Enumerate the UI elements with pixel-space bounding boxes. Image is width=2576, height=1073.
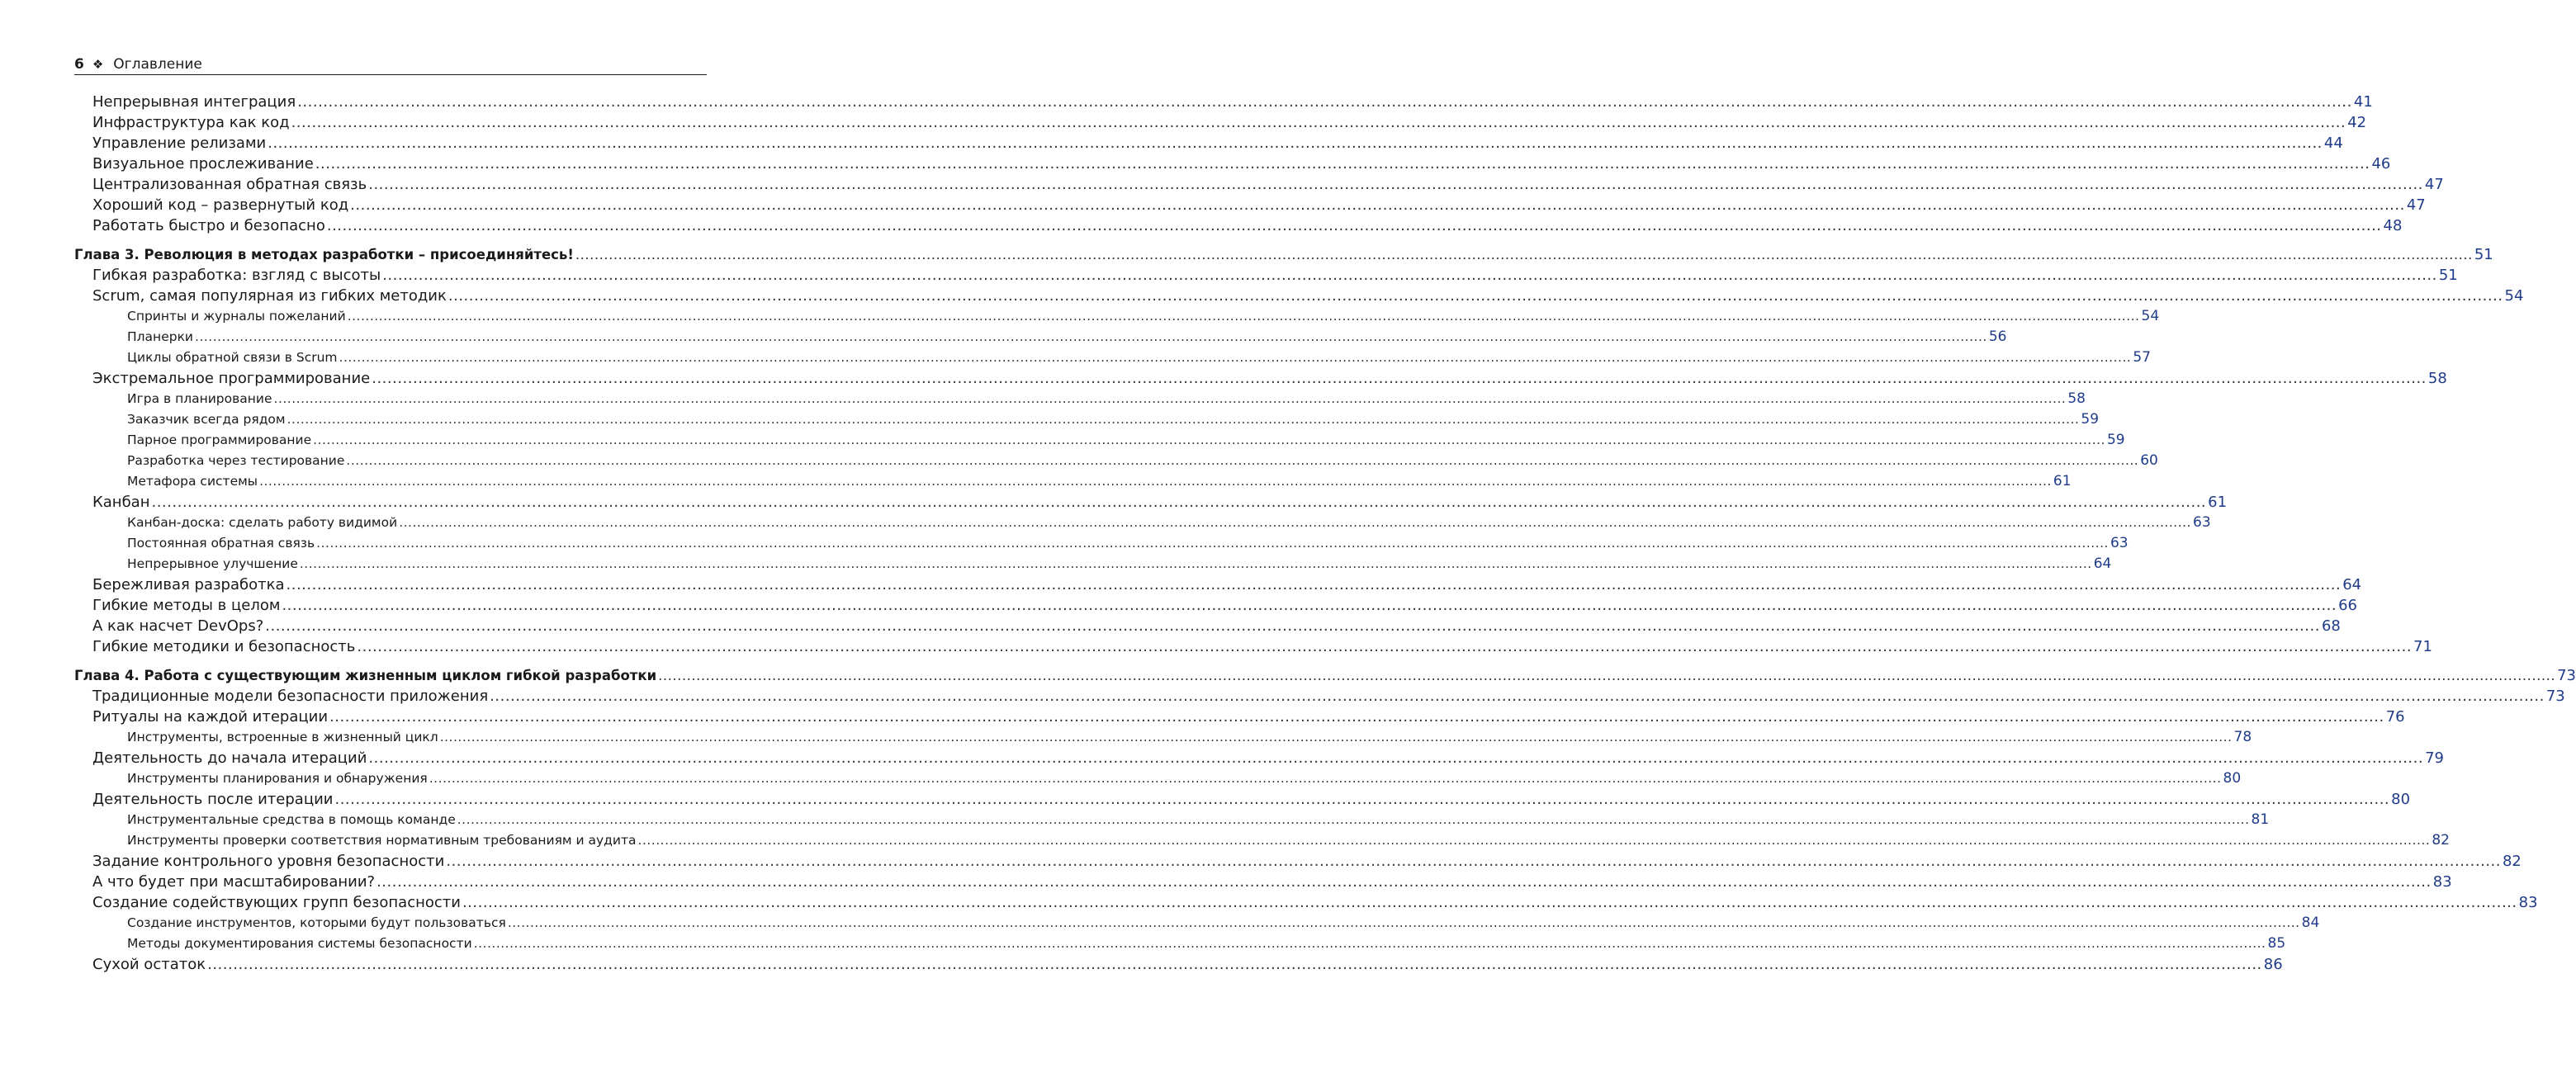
- toc-entry-title: Экстремальное программирование: [92, 370, 371, 387]
- toc-page-number[interactable]: 83: [2432, 873, 2452, 891]
- dot-leader: ................................................................................................................................................................................................................................................................................................................................................................................................................: [268, 135, 2323, 152]
- toc-page-number[interactable]: 86: [2263, 956, 2283, 973]
- toc-section[interactable]: [74, 114, 2367, 135]
- dot-leader: ................................................................................................................................................................................................................................................................................................................................................................................................................: [350, 196, 2405, 214]
- dot-leader: ................................................................................................................................................................................................................................................................................................................................................................................................................: [429, 771, 2222, 786]
- dot-leader: ................................................................................................................................................................................................................................................................................................................................................................................................................: [376, 873, 2432, 891]
- toc-page-number[interactable]: 47: [2406, 196, 2426, 214]
- dot-leader: ................................................................................................................................................................................................................................................................................................................................................................................................................: [207, 956, 2262, 973]
- toc-entry-title: Заказчик всегда рядом: [127, 412, 286, 427]
- toc-subsection[interactable]: [74, 452, 2158, 473]
- toc-entry-title: Работать быстро и безопасно: [92, 217, 325, 234]
- toc-page-number[interactable]: 58: [2427, 370, 2447, 387]
- dot-leader: ................................................................................................................................................................................................................................................................................................................................................................................................................: [346, 453, 2139, 468]
- toc-page-number[interactable]: 81: [2251, 811, 2270, 828]
- toc-subsection[interactable]: [74, 832, 2450, 853]
- toc-entry-title: Канбан: [92, 494, 150, 511]
- toc-section[interactable]: [74, 688, 2565, 708]
- toc-section[interactable]: [74, 749, 2444, 770]
- page-number: 6: [74, 56, 84, 73]
- toc-page-number[interactable]: 63: [2193, 514, 2211, 531]
- toc-subsection[interactable]: [74, 555, 2112, 576]
- toc-page-number[interactable]: 66: [2338, 597, 2358, 614]
- toc-entry-title: Деятельность после итерации: [92, 791, 334, 808]
- toc-chapter[interactable]: [74, 663, 2576, 688]
- toc-section[interactable]: [74, 196, 2426, 217]
- toc-entry-title: Деятельность до начала итераций: [92, 749, 367, 767]
- toc-entry-title: Scrum, самая популярная из гибких методик: [92, 287, 447, 305]
- toc-page-number[interactable]: 82: [2432, 832, 2450, 848]
- dot-leader: ................................................................................................................................................................................................................................................................................................................................................................................................................: [575, 246, 2473, 262]
- toc-page-number[interactable]: 64: [2093, 555, 2112, 572]
- toc-page-number[interactable]: 85: [2267, 935, 2286, 952]
- toc-entry-title: Непрерывная интеграция: [92, 93, 296, 111]
- dot-leader: ................................................................................................................................................................................................................................................................................................................................................................................................................: [368, 749, 2424, 767]
- toc-chapter[interactable]: [74, 242, 2493, 267]
- toc-section[interactable]: [74, 135, 2343, 155]
- toc-entry-title: Гибкие методики и безопасность: [92, 638, 356, 655]
- dot-leader: ................................................................................................................................................................................................................................................................................................................................................................................................................: [382, 267, 2437, 284]
- toc-entry-title: Визуальное прослеживание: [92, 155, 314, 173]
- toc-section[interactable]: [74, 370, 2447, 390]
- dot-leader: ................................................................................................................................................................................................................................................................................................................................................................................................................: [339, 350, 2132, 365]
- table-of-contents: [74, 93, 2576, 976]
- toc-entry-title: Методы документирования системы безопасности: [127, 936, 472, 951]
- toc-page-number[interactable]: 76: [2385, 708, 2405, 726]
- toc-section[interactable]: [74, 267, 2458, 287]
- dot-leader: ................................................................................................................................................................................................................................................................................................................................................................................................................: [457, 812, 2250, 827]
- toc-page-number[interactable]: 61: [2208, 494, 2228, 511]
- dot-leader: ................................................................................................................................................................................................................................................................................................................................................................................................................: [313, 433, 2105, 447]
- toc-entry-title: Бережливая разработка: [92, 576, 285, 593]
- dot-leader: ................................................................................................................................................................................................................................................................................................................................................................................................................: [259, 474, 2052, 489]
- ornament-icon: ❖: [92, 57, 104, 72]
- toc-page-number[interactable]: 63: [2110, 535, 2129, 551]
- toc-page-number[interactable]: 54: [2141, 308, 2160, 324]
- toc-entry-title: Глава 3. Революция в методах разработки – присоединяйтесь!: [74, 246, 574, 262]
- toc-page-number[interactable]: 64: [2342, 576, 2362, 593]
- dot-leader: ................................................................................................................................................................................................................................................................................................................................................................................................................: [282, 597, 2337, 614]
- toc-entry-title: Инструменты, встроенные в жизненный цикл: [127, 730, 438, 744]
- toc-subsection[interactable]: [74, 514, 2211, 535]
- dot-leader: ................................................................................................................................................................................................................................................................................................................................................................................................................: [357, 638, 2413, 655]
- toc-page-number[interactable]: 61: [2053, 473, 2072, 489]
- dot-leader: ................................................................................................................................................................................................................................................................................................................................................................................................................: [195, 329, 1987, 344]
- toc-page-number[interactable]: 59: [2081, 411, 2100, 428]
- toc-section[interactable]: [74, 217, 2403, 238]
- toc-page-number[interactable]: 84: [2301, 915, 2320, 931]
- toc-entry-title: Гибкая разработка: взгляд с высоты: [92, 267, 381, 284]
- toc-entry-title: Постоянная обратная связь: [127, 536, 315, 551]
- toc-subsection[interactable]: [74, 432, 2125, 452]
- dot-leader: ................................................................................................................................................................................................................................................................................................................................................................................................................: [399, 515, 2191, 530]
- dot-leader: ................................................................................................................................................................................................................................................................................................................................................................................................................: [286, 412, 2080, 427]
- toc-section[interactable]: [74, 155, 2391, 176]
- dot-leader: ................................................................................................................................................................................................................................................................................................................................................................................................................: [291, 114, 2346, 131]
- toc-entry-title: Сухой остаток: [92, 956, 206, 973]
- toc-page-number[interactable]: 51: [2438, 267, 2458, 284]
- toc-page-number[interactable]: 79: [2425, 749, 2444, 767]
- toc-page-number[interactable]: 60: [2140, 452, 2158, 469]
- dot-leader: ................................................................................................................................................................................................................................................................................................................................................................................................................: [273, 391, 2067, 406]
- toc-entry-title: Централизованная обратная связь: [92, 176, 367, 193]
- toc-section[interactable]: [74, 853, 2522, 873]
- toc-page-number[interactable]: 51: [2474, 245, 2493, 263]
- toc-entry-title: Метафора системы: [127, 474, 258, 489]
- toc-page-number[interactable]: 68: [2321, 617, 2341, 635]
- dot-leader: ................................................................................................................................................................................................................................................................................................................................................................................................................: [299, 556, 2092, 571]
- toc-entry-title: Создание содействующих групп безопасности: [92, 894, 461, 911]
- toc-section[interactable]: [74, 597, 2358, 617]
- toc-entry-title: Хороший код – развернутый код: [92, 196, 349, 214]
- dot-leader: ................................................................................................................................................................................................................................................................................................................................................................................................................: [297, 93, 2352, 111]
- toc-subsection[interactable]: [74, 390, 2086, 411]
- toc-page-number[interactable]: 78: [2233, 729, 2252, 745]
- toc-section[interactable]: [74, 873, 2452, 894]
- toc-entry-title: Разработка через тестирование: [127, 453, 345, 468]
- toc-entry-title: Инфраструктура как код: [92, 114, 290, 131]
- toc-entry-title: Создание инструментов, которыми будут пользоваться: [127, 915, 506, 930]
- dot-leader: ................................................................................................................................................................................................................................................................................................................................................................................................................: [473, 936, 2266, 951]
- toc-entry-title: Инструменты планирования и обнаружения: [127, 771, 428, 786]
- dot-leader: ................................................................................................................................................................................................................................................................................................................................................................................................................: [446, 853, 2501, 870]
- dot-leader: ................................................................................................................................................................................................................................................................................................................................................................................................................: [658, 667, 2556, 683]
- toc-page-number[interactable]: 41: [2353, 93, 2373, 111]
- toc-entry-title: Гибкие методы в целом: [92, 597, 281, 614]
- toc-entry-title: Глава 4. Работа с существующим жизненным циклом гибкой разработки: [74, 667, 657, 683]
- toc-entry-title: Непрерывное улучшение: [127, 556, 298, 571]
- toc-subsection[interactable]: [74, 308, 2160, 329]
- toc-entry-title: А как насчет DevOps?: [92, 617, 264, 635]
- toc-entry-title: Задание контрольного уровня безопасности: [92, 853, 445, 870]
- toc-page-number[interactable]: 57: [2133, 349, 2151, 366]
- dot-leader: ................................................................................................................................................................................................................................................................................................................................................................................................................: [326, 217, 2382, 234]
- toc-page-number[interactable]: 46: [2371, 155, 2391, 173]
- toc-page-number[interactable]: 83: [2518, 894, 2538, 911]
- dot-leader: ................................................................................................................................................................................................................................................................................................................................................................................................................: [151, 494, 2207, 511]
- toc-section[interactable]: [74, 638, 2432, 659]
- toc-subsection[interactable]: [74, 535, 2129, 555]
- toc-page-number[interactable]: 54: [2504, 287, 2524, 305]
- toc-entry-title: Канбан-доска: сделать работу видимой: [127, 515, 398, 530]
- toc-section[interactable]: [74, 956, 2283, 976]
- dot-leader: ................................................................................................................................................................................................................................................................................................................................................................................................................: [507, 915, 2300, 930]
- toc-subsection[interactable]: [74, 729, 2252, 749]
- toc-section[interactable]: [74, 287, 2524, 308]
- dot-leader: ................................................................................................................................................................................................................................................................................................................................................................................................................: [462, 894, 2517, 911]
- toc-page-number[interactable]: 59: [2106, 432, 2125, 448]
- toc-page-number[interactable]: 42: [2347, 114, 2367, 131]
- toc-section[interactable]: [74, 576, 2362, 597]
- toc-page-number[interactable]: 58: [2067, 390, 2086, 407]
- toc-entry-title: Ритуалы на каждой итерации: [92, 708, 329, 726]
- toc-section[interactable]: [74, 708, 2405, 729]
- dot-leader: ................................................................................................................................................................................................................................................................................................................................................................................................................: [368, 176, 2423, 193]
- toc-subsection[interactable]: [74, 329, 2007, 349]
- toc-entry-title: Парное программирование: [127, 433, 312, 447]
- toc-subsection[interactable]: [74, 811, 2270, 832]
- dot-leader: ................................................................................................................................................................................................................................................................................................................................................................................................................: [372, 370, 2427, 387]
- toc-entry-title: Спринты и журналы пожеланий: [127, 309, 346, 324]
- dot-leader: ................................................................................................................................................................................................................................................................................................................................................................................................................: [490, 688, 2545, 705]
- toc-section[interactable]: [74, 791, 2411, 811]
- page-header: [74, 53, 707, 75]
- toc-page-number[interactable]: 80: [2223, 770, 2242, 787]
- toc-entry-title: Инструменты проверки соответствия нормативным требованиям и аудита: [127, 833, 637, 848]
- toc-section[interactable]: [74, 93, 2373, 114]
- toc-page-number[interactable]: 47: [2424, 176, 2444, 193]
- dot-leader: ................................................................................................................................................................................................................................................................................................................................................................................................................: [316, 536, 2109, 551]
- toc-page-number[interactable]: 73: [2545, 688, 2565, 705]
- dot-leader: ................................................................................................................................................................................................................................................................................................................................................................................................................: [637, 833, 2431, 848]
- toc-subsection[interactable]: [74, 473, 2072, 494]
- toc-page-number[interactable]: 44: [2323, 135, 2343, 152]
- toc-page-number[interactable]: 56: [1988, 329, 2007, 345]
- toc-section[interactable]: [74, 176, 2444, 196]
- toc-entry-title: Управление релизами: [92, 135, 267, 152]
- dot-leader: ................................................................................................................................................................................................................................................................................................................................................................................................................: [315, 155, 2370, 173]
- toc-section[interactable]: [74, 894, 2538, 915]
- toc-subsection[interactable]: [74, 935, 2286, 956]
- toc-entry-title: Планерки: [127, 329, 194, 344]
- dot-leader: ................................................................................................................................................................................................................................................................................................................................................................................................................: [439, 730, 2233, 744]
- dot-leader: ................................................................................................................................................................................................................................................................................................................................................................................................................: [347, 309, 2140, 324]
- dot-leader: ................................................................................................................................................................................................................................................................................................................................................................................................................: [447, 287, 2503, 305]
- toc-page-number[interactable]: 73: [2557, 666, 2576, 684]
- toc-entry-title: Инструментальные средства в помощь команде: [127, 812, 456, 827]
- toc-subsection[interactable]: [74, 915, 2320, 935]
- toc-page-number[interactable]: 82: [2502, 853, 2522, 870]
- toc-page-number[interactable]: 48: [2383, 217, 2403, 234]
- toc-section[interactable]: [74, 494, 2228, 514]
- dot-leader: ................................................................................................................................................................................................................................................................................................................................................................................................................: [329, 708, 2384, 726]
- toc-page-number[interactable]: 71: [2413, 638, 2432, 655]
- dot-leader: ................................................................................................................................................................................................................................................................................................................................................................................................................: [334, 791, 2390, 808]
- running-title: Оглавление: [113, 56, 202, 73]
- toc-page-number[interactable]: 80: [2391, 791, 2411, 808]
- toc-subsection[interactable]: [74, 770, 2242, 791]
- dot-leader: ................................................................................................................................................................................................................................................................................................................................................................................................................: [286, 576, 2342, 593]
- toc-section[interactable]: [74, 617, 2341, 638]
- toc-entry-title: Циклы обратной связи в Scrum: [127, 350, 338, 365]
- toc-subsection[interactable]: [74, 349, 2151, 370]
- toc-entry-title: А что будет при масштабировании?: [92, 873, 376, 891]
- toc-entry-title: Традиционные модели безопасности приложения: [92, 688, 489, 705]
- toc-entry-title: Игра в планирование: [127, 391, 272, 406]
- dot-leader: ................................................................................................................................................................................................................................................................................................................................................................................................................: [265, 617, 2320, 635]
- toc-subsection[interactable]: [74, 411, 2100, 432]
